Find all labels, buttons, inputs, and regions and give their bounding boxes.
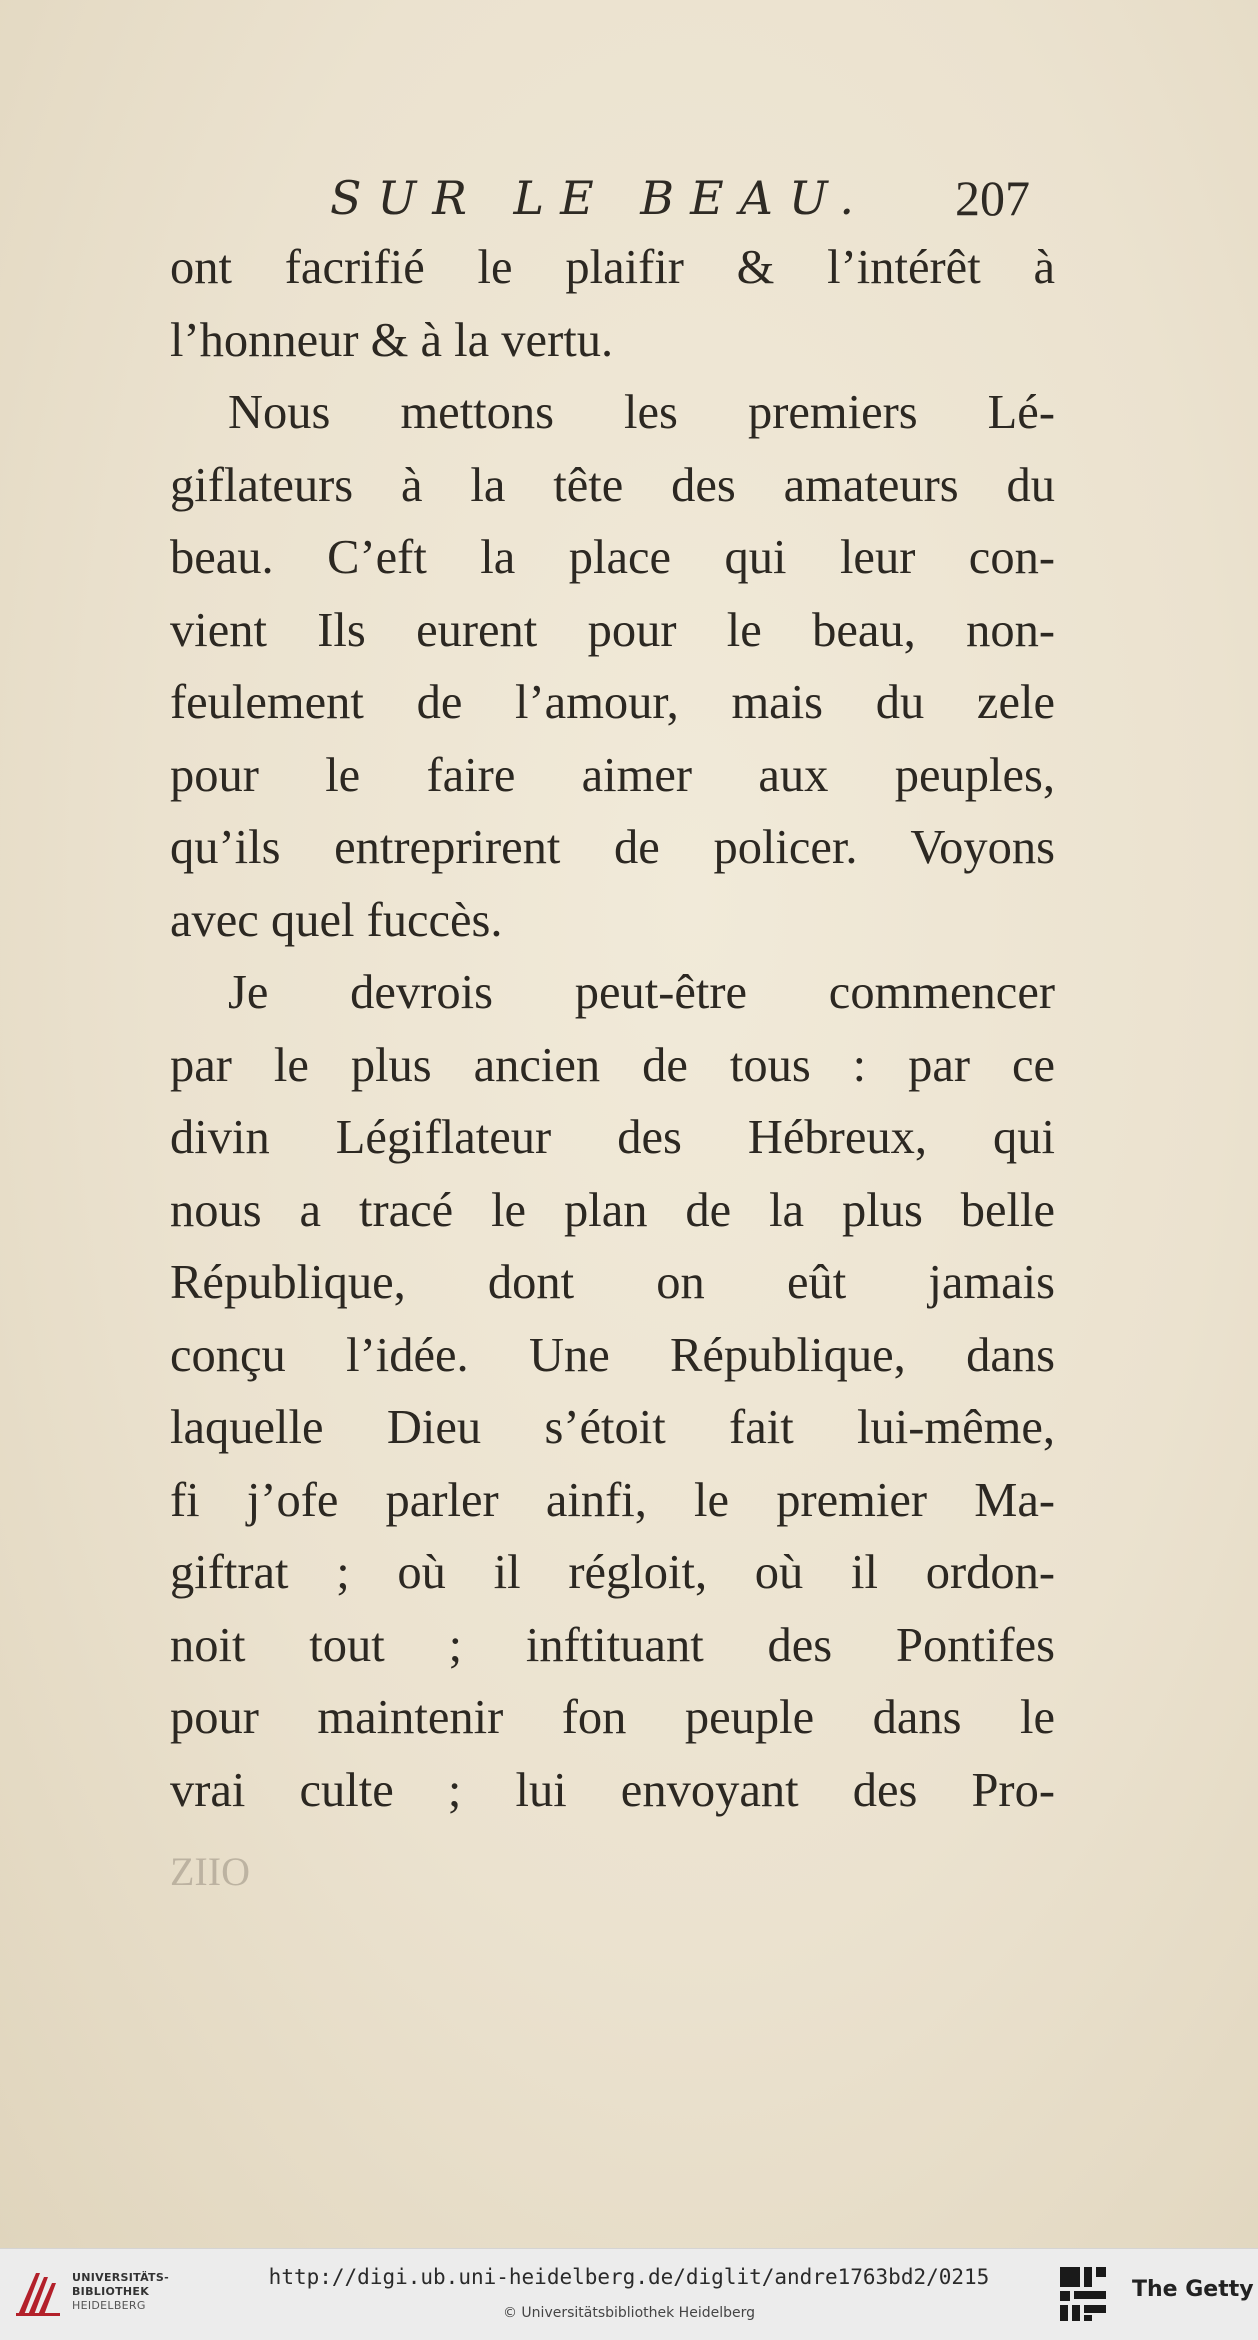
text-line-17: laquelle Dieu s’étoit fait lui-même, <box>170 1401 1055 1454</box>
text-line-5: beau. C’eft la place qui leur con- <box>170 531 1055 584</box>
running-head: SUR LE BEAU. <box>330 171 871 225</box>
getty-label[interactable]: The Getty <box>1132 2277 1254 2302</box>
footer-bar <box>0 2248 1258 2340</box>
permalink-url[interactable]: http://digi.ub.uni-heidelberg.de/diglit/andre1763bd2/0215 <box>268 2265 990 2289</box>
text-line-22: vrai culte ; lui envoyant des Pro- <box>170 1763 1055 1817</box>
text-line-19: giftrat ; où il régloit, où il ordon- <box>170 1546 1055 1599</box>
copyright-notice: © Universitätsbibliothek Heidelberg <box>502 2305 755 2321</box>
bleed-through-catchword: ZIIO <box>170 1849 250 1894</box>
getty-logo-icon[interactable] <box>1058 2265 1108 2323</box>
text-line-7: feulement de l’amour, mais du zele <box>170 676 1055 729</box>
page-header <box>330 168 1030 238</box>
text-line-11: Je devrois peut-être commencer <box>228 966 1055 1019</box>
text-line-9: qu’ils entreprirent de policer. Voyons <box>170 821 1055 874</box>
text-line-14: nous a tracé le plan de la plus belle <box>170 1183 1055 1237</box>
library-name-line-2: BIBLIOTHEK <box>72 2285 150 2298</box>
text-line-8: pour le faire aimer aux peuples, <box>170 748 1055 802</box>
text-line-4: giflateurs à la tête des amateurs du <box>170 458 1055 512</box>
text-line-1: ont facrifié le plaifir & l’intérêt à <box>170 241 1055 294</box>
text-line-13: divin Légiflateur des Hébreux, qui <box>170 1111 1055 1164</box>
page-number: 207 <box>955 170 1030 226</box>
text-line-6: vient Ils eurent pour le beau, non- <box>170 603 1055 657</box>
text-line-15: République, dont on eût jamais <box>170 1256 1055 1309</box>
library-name-line-1: UNIVERSITÄTS- <box>72 2271 169 2284</box>
text-line-10: avec quel fuccès. <box>170 893 503 947</box>
text-line-16: conçu l’idée. Une République, dans <box>170 1328 1055 1382</box>
library-name-line-3: HEIDELBERG <box>72 2299 146 2312</box>
text-line-21: pour maintenir fon peuple dans le <box>170 1691 1055 1744</box>
text-line-12: par le plus ancien de tous : par ce <box>170 1038 1055 1092</box>
text-line-20: noit tout ; inftituant des Pontifes <box>170 1618 1055 1672</box>
body-text <box>170 232 1055 1827</box>
text-line-2: l’honneur & à la vertu. <box>170 313 614 367</box>
text-line-3: Nous mettons les premiers Lé- <box>228 386 1055 439</box>
text-line-18: fi j’ofe parler ainfi, le premier Ma- <box>170 1473 1055 1527</box>
